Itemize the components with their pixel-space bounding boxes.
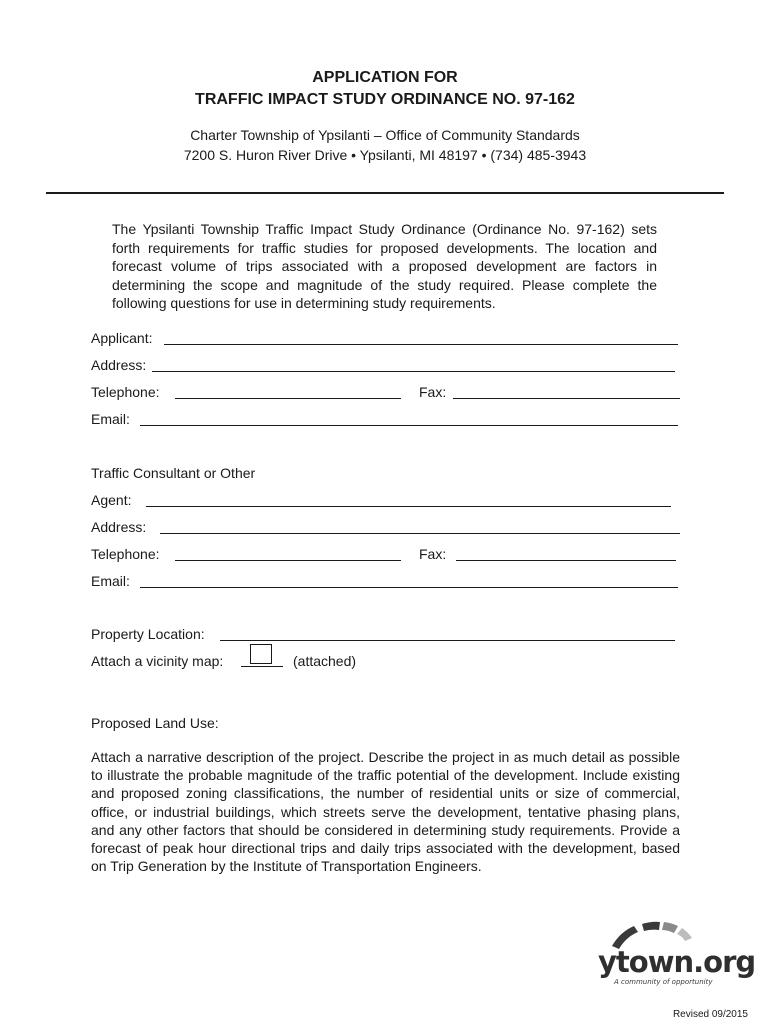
organization-line: Charter Township of Ypsilanti – Office of Community Standards [190, 127, 580, 143]
applicant-email-label: Email: [91, 411, 130, 427]
consultant-address-label: Address: [91, 519, 147, 535]
land-use-heading: Proposed Land Use: [91, 715, 219, 731]
applicant-telephone-label: Telephone: [91, 384, 160, 400]
consultant-email-label: Email: [91, 573, 130, 589]
applicant-telephone-field[interactable] [175, 398, 401, 399]
applicant-label: Applicant: [91, 330, 153, 346]
consultant-heading: Traffic Consultant or Other [91, 465, 256, 481]
consultant-fax-field[interactable] [456, 560, 676, 561]
applicant-address-label: Address: [91, 357, 147, 373]
consultant-fax-label: Fax: [419, 546, 447, 562]
applicant-email-field[interactable] [140, 425, 678, 426]
attached-label: (attached) [293, 653, 357, 669]
applicant-field[interactable] [164, 344, 678, 345]
land-use-narrative: Attach a narrative description of the project. Describe the project in as much detail as possible to illustrate the probable magnitude of the traffic potential of the development. Include existing and proposed zoning classifications, the number of residential units or size of commercial, office, or industrial buildings, which streets serve the development, tentative phasing plans, and any other factors that should be considered in determining study requirements. Provide a forecast of peak hour directional trips and daily trips associated with the development, based on Trip Generation by the Institute of Transportation Engineers. [91, 749, 680, 875]
logo-tagline: A community of opportunity [614, 978, 713, 986]
applicant-address-field[interactable] [152, 371, 675, 372]
consultant-telephone-label: Telephone: [91, 546, 160, 562]
applicant-fax-field[interactable] [453, 398, 680, 399]
form-title-line1: APPLICATION FOR [312, 69, 458, 86]
address-line: 7200 S. Huron River Drive • Ypsilanti, MI 48197 • (734) 485-3943 [183, 147, 587, 163]
property-location-field[interactable] [220, 640, 675, 641]
vicinity-map-underline [241, 666, 283, 667]
consultant-telephone-field[interactable] [175, 560, 401, 561]
agent-label: Agent: [91, 492, 132, 508]
form-title-line2: TRAFFIC IMPACT STUDY ORDINANCE NO. 97-162 [195, 91, 575, 108]
logo-wordmark: ytown.org [598, 945, 756, 979]
intro-paragraph: The Ypsilanti Township Traffic Impact Study Ordinance (Ordinance No. 97-162) sets forth requirements for traffic studies for proposed developments. The location and forecast volume of trips associated with a proposed development are factors in determining the scope and magnitude of the study required. Please complete the following questions for use in determining study requirements. [112, 221, 657, 312]
agent-field[interactable] [146, 506, 671, 507]
ytown-logo [598, 916, 756, 996]
consultant-address-field[interactable] [160, 533, 680, 534]
consultant-email-field[interactable] [140, 587, 678, 588]
property-location-label: Property Location: [91, 626, 205, 642]
vicinity-map-label: Attach a vicinity map: [91, 653, 224, 669]
applicant-fax-label: Fax: [419, 384, 447, 400]
vicinity-map-checkbox[interactable] [250, 644, 272, 664]
header-divider [46, 192, 724, 194]
revision-date: Revised 09/2015 [672, 1009, 748, 1020]
